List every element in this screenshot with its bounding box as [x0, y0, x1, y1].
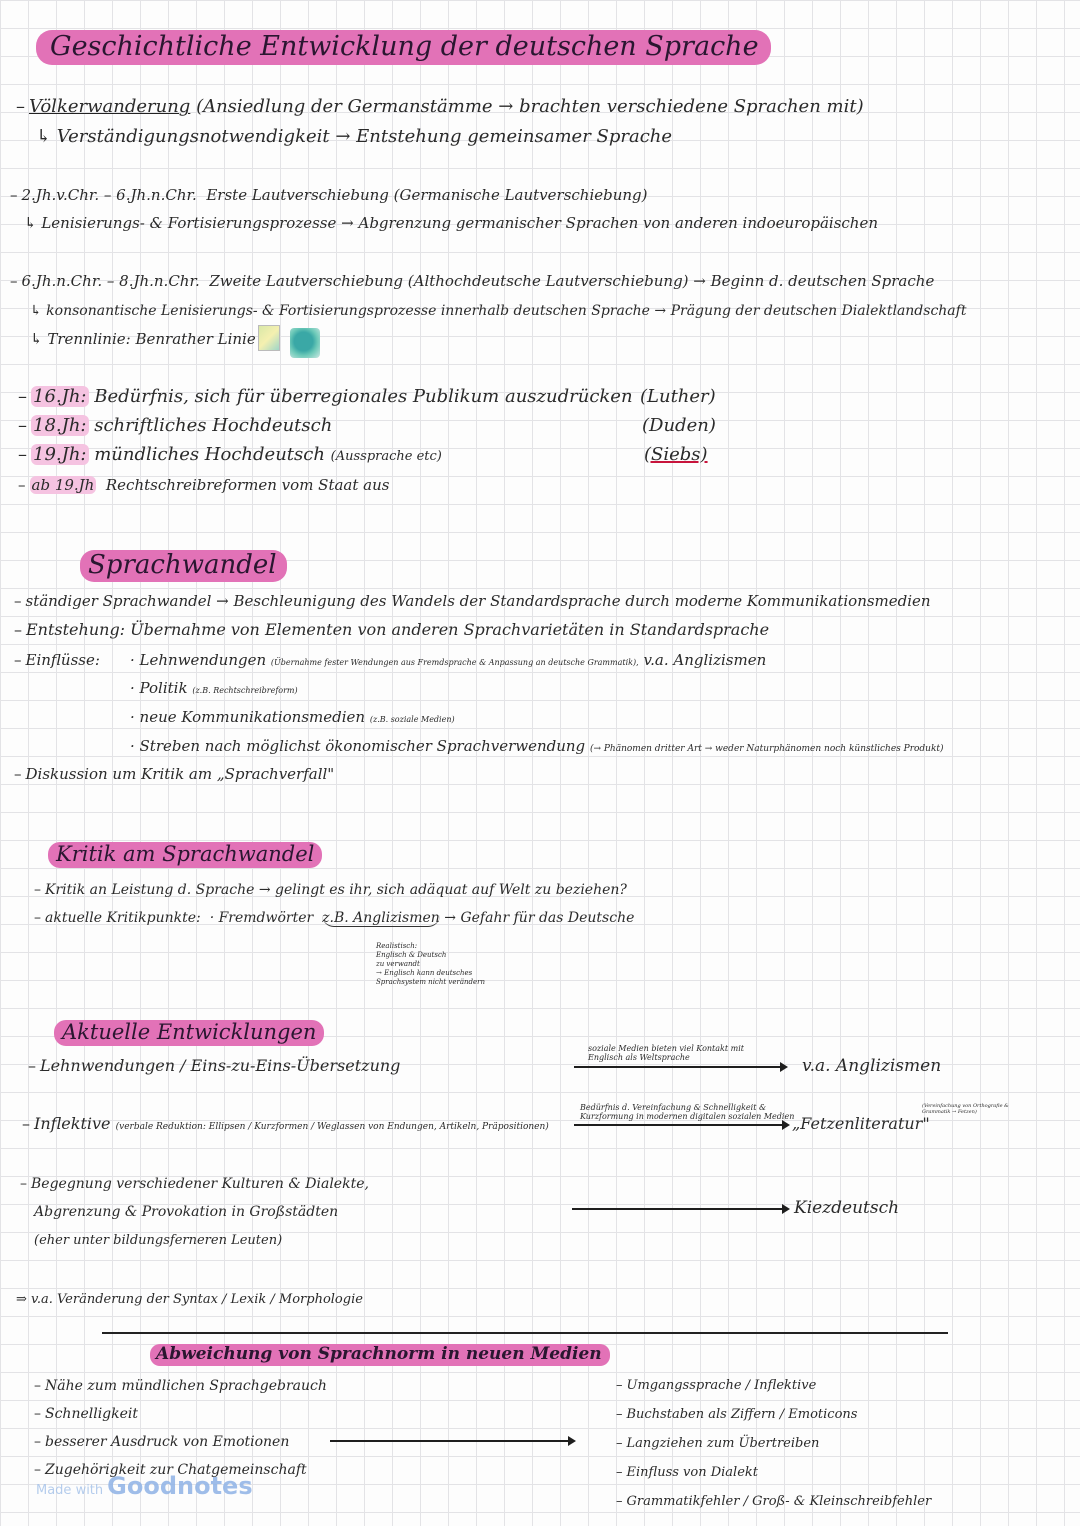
rechtschreibreformen: Rechtschreibreformen vom Staat aus: [105, 476, 390, 494]
duden: (Duden): [642, 415, 716, 436]
history-line-8: – 16.Jh: Bedürfnis, sich für überregionales Publikum auszudrücken: [18, 386, 633, 407]
history-line-2: ↳ Verständigungsnotwendigkeit → Entstehung gemeinsamer Sprache: [36, 126, 673, 147]
arrow-3: [572, 1208, 784, 1210]
aktuell-note-2a: Bedürfnis d. Vereinfachung & Schnelligkeit &: [580, 1103, 767, 1112]
page-title: Geschichtliche Entwicklung der deutschen Sprache: [36, 30, 771, 65]
century-18: 18.Jh:: [33, 415, 87, 436]
kritik-text-1: Kritik an Leistung d. Sprache → gelingt es ihr, sich adäquat auf Welt zu beziehen?: [45, 882, 627, 898]
sprachwandel-text-1: ständiger Sprachwandel → Beschleunigung des Wandels der Standardsprache durch moderne Kommunikationsmedien: [25, 592, 931, 610]
history-line-5: – 6.Jh.n.Chr. – 8.Jh.n.Chr. Zweite Lautverschiebung (Althochdeutsche Lautverschiebung) → Beginn d. deutschen Sprache: [10, 272, 935, 290]
abw-left-text-4: Zugehörigkeit zur Chatgemeinschaft: [45, 1462, 307, 1478]
lehnwendungen: · Lehnwendungen: [130, 651, 267, 669]
aktuell-result-2: „Fetzenliteratur": [792, 1114, 930, 1133]
goodnotes-watermark: [36, 1472, 253, 1500]
arrow-1: [574, 1066, 782, 1068]
century-19-text: mündliches Hochdeutsch: [94, 444, 325, 465]
abw-left-1: – Nähe zum mündlichen Sprachgebrauch: [34, 1378, 327, 1394]
abw-right-2: – Buchstaben als Ziffern / Emoticons: [616, 1407, 858, 1422]
einfluesse-text: Einflüsse:: [25, 651, 100, 669]
oekonomie-note: (→ Phänomen dritter Art → weder Naturphänomen noch künstliches Produkt): [589, 744, 944, 754]
abw-right-text-2: Buchstaben als Ziffern / Emoticons: [626, 1407, 858, 1422]
abw-left-4: – Zugehörigkeit zur Chatgemeinschaft: [34, 1462, 307, 1478]
note-1: Realistisch:: [376, 942, 418, 950]
aktuell-result-3: Kiezdeutsch: [794, 1198, 900, 1218]
history-line-9: – 18.Jh: schriftliches Hochdeutsch: [18, 415, 333, 436]
aktuell-heading: Aktuelle Entwicklungen: [54, 1020, 324, 1046]
fremdwoerter: · Fremdwörter: [209, 910, 314, 926]
erste-lautverschiebung: Erste Lautverschiebung (Germanische Lautverschiebung): [206, 186, 648, 204]
abw-left-3: – besserer Ausdruck von Emotionen: [34, 1434, 290, 1450]
era-1: 2.Jh.v.Chr. – 6.Jh.n.Chr.: [21, 186, 197, 204]
history-line-6: ↳ konsonantische Lenisierungs- & Fortisierungsprozesse innerhalb deutschen Sprache → Prägung der deutschen Dialektlandschaft: [30, 303, 967, 319]
begegnung: Begegnung verschiedener Kulturen & Dialekte,: [31, 1176, 369, 1192]
politik: · Politik: [130, 679, 188, 697]
aktuell-note-1: soziale Medien bieten viel Kontakt mit Englisch als Weltsprache: [588, 1044, 744, 1062]
lehnwendungen-row: Lehnwendungen / Eins-zu-Eins-Übersetzung: [40, 1056, 401, 1075]
politik-note: (z.B. Rechtschreibreform): [192, 686, 298, 695]
anglizismen-example: z.B. Anglizismen: [322, 910, 440, 926]
abw-right-text-4: Einfluss von Dialekt: [626, 1465, 758, 1480]
aktuell-note-2b: Kurzformung in modernen digitalen sozialen Medien: [580, 1112, 795, 1121]
abw-right-text-5: Grammatikfehler / Groß- & Kleinschreibfehler: [626, 1494, 932, 1509]
aktuell-row-3b: Abgrenzung & Provokation in Großstädten: [34, 1204, 339, 1220]
aktuell-row-1: – Lehnwendungen / Eins-zu-Eins-Übersetzung: [28, 1056, 401, 1075]
aktuell-row-2: – Inflektive (verbale Reduktion: Ellipsen / Kurzformen / Weglassen von Endungen, Artikeln, Präpositionen): [22, 1114, 549, 1133]
history-line-7: ↳ Trennlinie: Benrather Linie: [30, 330, 256, 348]
history-line-10: – 19.Jh: mündliches Hochdeutsch (Aussprache etc): [18, 444, 442, 465]
abweichung-heading: Abweichung von Sprachnorm in neuen Medien: [150, 1344, 610, 1366]
sprachwandel-line-1: – ständiger Sprachwandel → Beschleunigung des Wandels der Standardsprache durch moderne Kommunikationsmedien: [14, 592, 931, 610]
lehnwendungen-note: (Übernahme fester Wendungen aus Fremdsprache & Anpassung an deutsche Grammatik),: [270, 658, 639, 667]
era-2: 6.Jh.n.Chr. – 8.Jh.n.Chr.: [21, 272, 200, 290]
einfluss-oekonomie: [130, 737, 944, 755]
century-16: 16.Jh:: [33, 386, 87, 407]
century-19: 19.Jh:: [33, 444, 87, 465]
kritikpunkte: aktuelle Kritikpunkte:: [45, 910, 201, 926]
sprachwandel-heading: Sprachwandel: [80, 550, 287, 582]
einfluss-politik: [130, 679, 298, 697]
inflektive: Inflektive: [34, 1114, 111, 1133]
abw-left-text-3: besserer Ausdruck von Emotionen: [45, 1434, 290, 1450]
map-thumbnail-1[interactable]: [258, 325, 280, 351]
sprachwandel-text-2: Entstehung: Übernahme von Elementen von anderen Sprachvarietäten in Standardsprache: [26, 620, 770, 639]
abw-right-4: – Einfluss von Dialekt: [616, 1465, 758, 1480]
aktuell-row-3a: – Begegnung verschiedener Kulturen & Dialekte,: [20, 1176, 369, 1192]
watermark-prefix: Made with: [36, 1483, 104, 1498]
voelkerwanderung: Völkerwanderung: [29, 96, 191, 117]
arrow-4: [330, 1440, 570, 1442]
kommunikationsmedien: · neue Kommunikationsmedien: [130, 708, 366, 726]
aktuell-summary: ⇒ v.a. Veränderung der Syntax / Lexik / Morphologie: [16, 1292, 363, 1307]
arrow-2: [574, 1124, 784, 1126]
einfluss-medien: [130, 708, 455, 726]
ab-19: ab 19.Jh: [31, 476, 95, 494]
watermark-brand: Goodnotes: [107, 1472, 253, 1500]
map-thumbnail-2[interactable]: [290, 328, 320, 358]
note-3: zu verwandt: [376, 960, 420, 968]
abw-right-3: – Langziehen zum Übertreiben: [616, 1436, 820, 1451]
einfluesse-label: – Einflüsse:: [14, 651, 100, 669]
zweite-lautverschiebung: Zweite Lautverschiebung (Althochdeutsche Lautverschiebung) → Beginn d. deutschen Sprache: [209, 272, 935, 290]
history-line-1: – Völkerwanderung (Ansiedlung der Germanstämme → brachten verschiedene Sprachen mit): [16, 96, 864, 117]
sprachverfall: Diskussion um Kritik am „Sprachverfall": [25, 765, 335, 783]
history-line-4: ↳ Lenisierungs- & Fortisierungsprozesse → Abgrenzung germanischer Sprachen von anderen indoeuropäischen: [24, 214, 878, 232]
abw-right-text-3: Langziehen zum Übertreiben: [626, 1436, 820, 1451]
gefahr: → Gefahr für das Deutsche: [444, 910, 635, 926]
einfluss-lehnwendungen: [130, 651, 766, 669]
aktuell-result-1: v.a. Anglizismen: [802, 1056, 942, 1076]
oekonomie: · Streben nach möglichst ökonomischer Sprachverwendung: [130, 737, 586, 755]
century-16-text: Bedürfnis, sich für überregionales Publikum auszudrücken: [94, 386, 633, 407]
note-5: Sprachsystem nicht verändern: [376, 978, 485, 986]
century-19-note: (Aussprache etc): [330, 449, 442, 464]
kritik-heading: Kritik am Sprachwandel: [48, 842, 322, 868]
abw-right-5: – Grammatikfehler / Groß- & Kleinschreibfehler: [616, 1494, 932, 1509]
note-2: Englisch & Deutsch: [376, 951, 447, 959]
anglizismen: v.a. Anglizismen: [643, 651, 767, 669]
century-18-text: schriftliches Hochdeutsch: [94, 415, 333, 436]
inflektive-note: (verbale Reduktion: Ellipsen / Kurzformen / Weglassen von Endungen, Artikeln, Präpositionen): [115, 1122, 549, 1132]
abw-right-text-1: Umgangssprache / Inflektive: [626, 1378, 817, 1393]
voelkerwanderung-note: (Ansiedlung der Germanstämme → brachten verschiedene Sprachen mit): [196, 96, 864, 117]
luther: (Luther): [640, 386, 716, 407]
abw-left-text-2: Schnelligkeit: [45, 1406, 139, 1422]
abw-left-text-1: Nähe zum mündlichen Sprachgebrauch: [45, 1378, 327, 1394]
kommunikationsmedien-note: (z.B. soziale Medien): [369, 715, 455, 724]
note-4: → Englisch kann deutsches: [376, 969, 473, 977]
history-line-3: – 2.Jh.v.Chr. – 6.Jh.n.Chr. Erste Lautverschiebung (Germanische Lautverschiebung): [10, 186, 648, 204]
kritik-line-2: – aktuelle Kritikpunkte: · Fremdwörter z.B. Anglizismen → Gefahr für das Deutsche: [34, 910, 635, 926]
abw-right-1: – Umgangssprache / Inflektive: [616, 1378, 817, 1393]
kritik-line-1: – Kritik an Leistung d. Sprache → gelingt es ihr, sich adäquat auf Welt zu beziehen?: [34, 882, 627, 898]
sprachwandel-line-2: – Entstehung: Übernahme von Elementen von anderen Sprachvarietäten in Standardsprache: [14, 620, 770, 639]
aktuell-row-3c: (eher unter bildungsferneren Leuten): [34, 1233, 283, 1248]
divider: [102, 1332, 948, 1334]
history-line-11: – ab 19.Jh Rechtschreibreformen vom Staat aus: [18, 476, 390, 494]
siebs: (Siebs): [644, 444, 708, 465]
aktuell-side-2: (Vereinfachung von Orthografie & Grammatik → Fetzen): [922, 1103, 1009, 1115]
abw-left-2: – Schnelligkeit: [34, 1406, 139, 1422]
realistisch-note: [376, 942, 485, 987]
sprachwandel-line-4: – Diskussion um Kritik am „Sprachverfall": [14, 765, 335, 783]
